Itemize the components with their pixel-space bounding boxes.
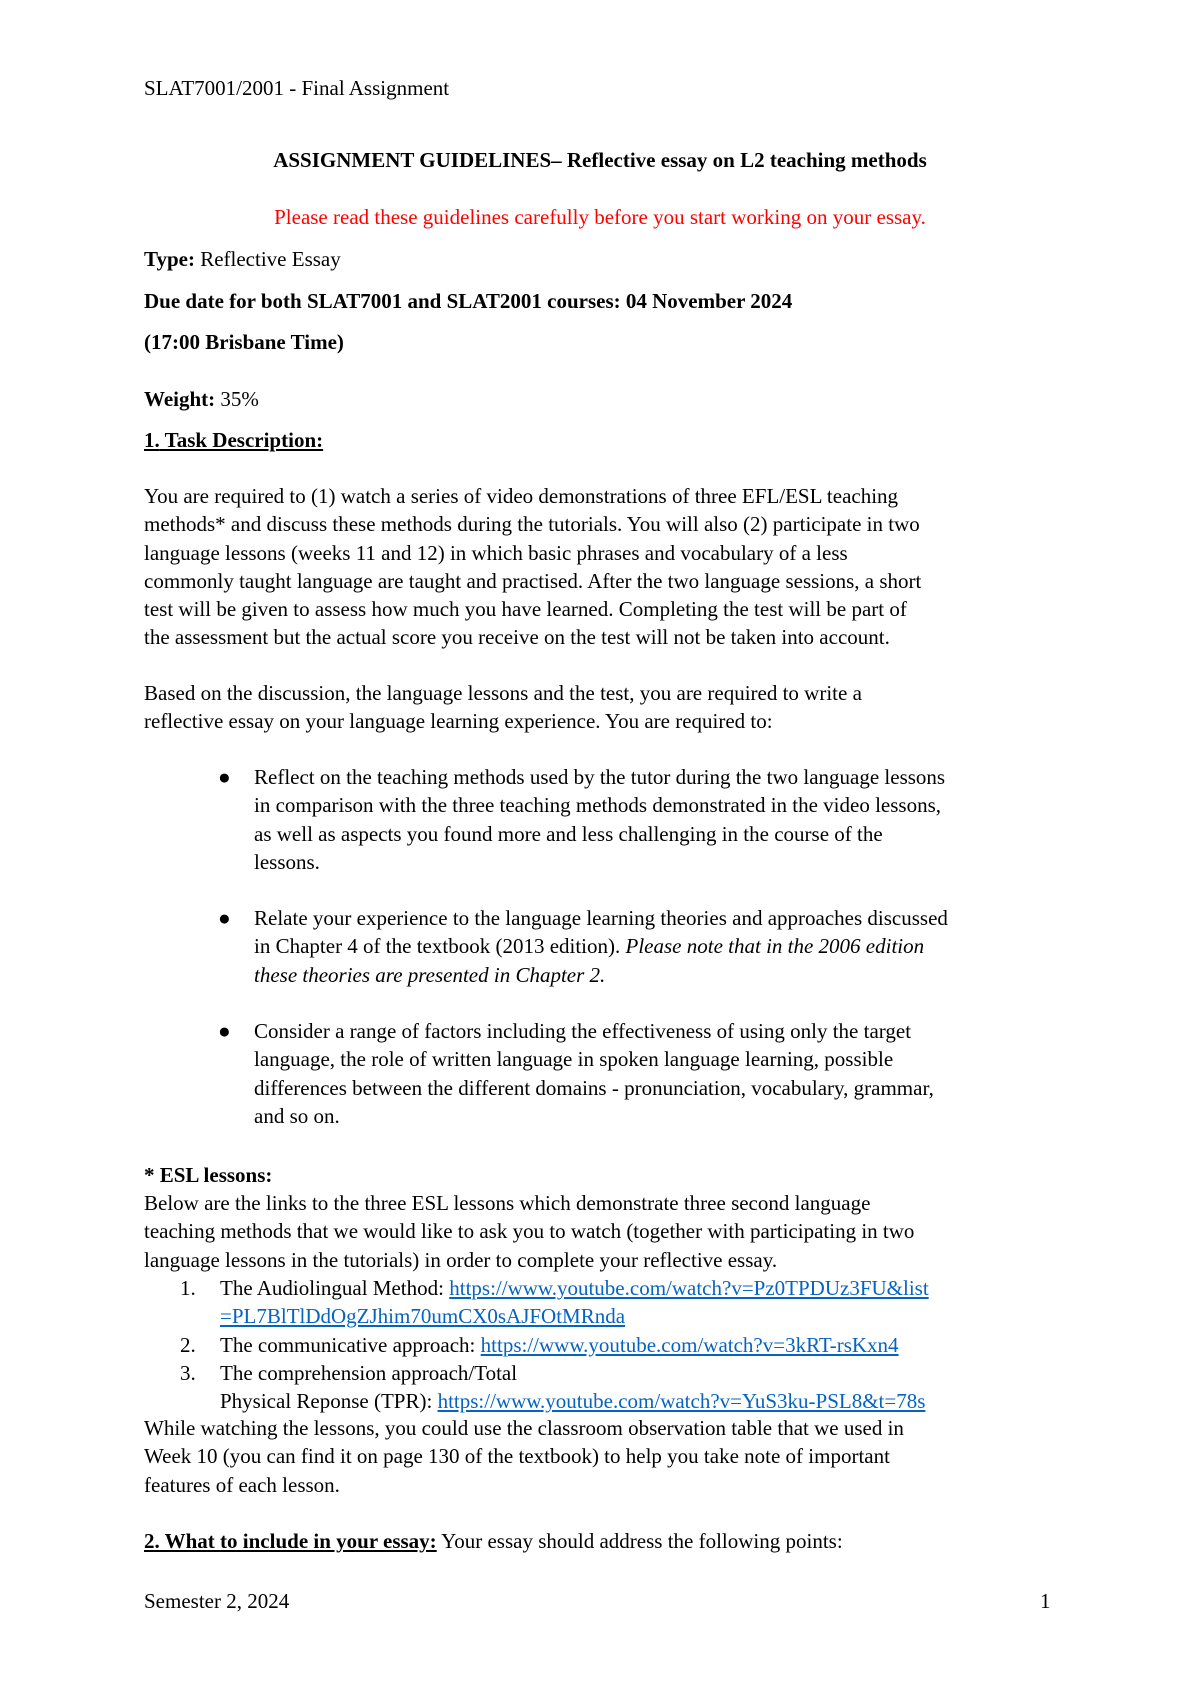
essay-intro-paragraph [144, 679, 1074, 736]
section-2-rest: Your essay should address the following points: [436, 1529, 843, 1553]
edition-note: Please note that in the 2006 edition [625, 934, 925, 959]
due-date-line: Due date for both SLAT7001 and SLAT2001 courses: 04 November 2024 [144, 289, 793, 313]
bullet-line: differences between the different domains - pronunciation, vocabulary, grammar, [254, 1075, 934, 1100]
weight-label: Weight: [144, 387, 216, 411]
paragraph-line: You are required to (1) watch a series of video demonstrations of three EFL/ESL teaching [144, 484, 899, 508]
observation-paragraph [144, 1414, 1074, 1499]
list-number: 2. [180, 1333, 196, 1357]
communicative-video-link[interactable]: https://www.youtube.com/watch?v=3kRT-rsKxn4 [480, 1333, 899, 1357]
task-description-paragraph [144, 482, 1074, 652]
method-label: The Audiolingual Method: [220, 1276, 450, 1300]
bullet-line [254, 932, 1074, 960]
bullet-line: Reflect on the teaching methods used by the tutor during the two language lessons [254, 765, 946, 789]
bullet-dot-icon: ● [218, 765, 231, 789]
paragraph-line: commonly taught language are taught and practised. After the two language sessions, a short [144, 568, 922, 593]
bullet-line: Relate your experience to the language learning theories and approaches discussed [254, 906, 948, 930]
bullet-line-text: in Chapter 4 of the textbook (2013 edition). [254, 934, 626, 959]
paragraph-line: Week 10 (you can find it on page 130 of the textbook) to help you take note of important [144, 1444, 890, 1469]
bullet-dot-icon: ● [218, 1019, 231, 1043]
type-label: Type: [144, 247, 195, 271]
edition-note: these theories are presented in Chapter 2. [254, 962, 606, 987]
list-item-line [220, 1274, 1070, 1302]
esl-lessons-heading: * ESL lessons: [144, 1163, 273, 1187]
bullet-line: Consider a range of factors including the effectiveness of using only the target [254, 1019, 912, 1043]
paragraph-line: Based on the discussion, the language lessons and the test, you are required to write a [144, 681, 862, 705]
list-number: 1. [180, 1276, 196, 1300]
paragraph-line: reflective essay on your language learning experience. You are required to: [144, 709, 773, 734]
list-number: 3. [180, 1361, 196, 1385]
list-item-line [220, 1331, 1070, 1359]
section-1-number: 1. [144, 428, 160, 452]
section-2-heading-line [144, 1527, 1074, 1555]
type-value: Reflective Essay [194, 247, 341, 271]
paragraph-line: methods* and discuss these methods during the tutorials. You will also (2) participate in two [144, 512, 920, 537]
method-label: The communicative approach: [220, 1333, 481, 1357]
section-2-heading: 2. What to include in your essay: [144, 1529, 437, 1553]
bullet-line: and so on. [254, 1103, 340, 1128]
bullet-line: as well as aspects you found more and less challenging in the course of the [254, 821, 883, 846]
section-1-title: Task Description: [159, 428, 324, 452]
paragraph-line: language lessons (weeks 11 and 12) in which basic phrases and vocabulary of a less [144, 540, 848, 565]
paragraph-line: features of each lesson. [144, 1472, 340, 1497]
method-label: Physical Reponse (TPR): [220, 1389, 438, 1414]
weight-value: 35% [215, 387, 259, 411]
due-time-line: (17:00 Brisbane Time) [144, 330, 344, 354]
section-1-heading [144, 426, 1074, 454]
list-item-line: The comprehension approach/Total [220, 1361, 518, 1385]
bullet-line: language, the role of written language in spoken language learning, possible [254, 1047, 894, 1072]
bullet-dot-icon: ● [218, 906, 231, 930]
audiolingual-video-link[interactable]: https://www.youtube.com/watch?v=Pz0TPDUz3FU&list [449, 1276, 929, 1300]
paragraph-line: language lessons in the tutorials) in order to complete your reflective essay. [144, 1247, 778, 1272]
bullet-line [254, 961, 1074, 989]
esl-intro-paragraph [144, 1189, 1074, 1274]
list-item-line [220, 1302, 1070, 1330]
page-number: 1 [1040, 1589, 1051, 1613]
tpr-video-link[interactable]: https://www.youtube.com/watch?v=YuS3ku-PSL8&t=78s [437, 1389, 926, 1414]
paragraph-line: the assessment but the actual score you receive on the test will not be taken into account. [144, 625, 890, 650]
paragraph-line: While watching the lessons, you could use the classroom observation table that we used in [144, 1416, 904, 1440]
bullet-line: in comparison with the three teaching methods demonstrated in the video lessons, [254, 793, 942, 818]
bullet-line: lessons. [254, 849, 320, 874]
paragraph-line: teaching methods that we would like to ask you to watch (together with participating in two [144, 1219, 915, 1244]
page-header: SLAT7001/2001 - Final Assignment [144, 76, 450, 100]
footer-semester: Semester 2, 2024 [144, 1589, 290, 1613]
paragraph-line: Below are the links to the three ESL lessons which demonstrate three second language [144, 1191, 871, 1215]
assignment-title: ASSIGNMENT GUIDELINES– Reflective essay on L2 teaching methods [273, 148, 927, 172]
read-guidelines-notice: Please read these guidelines carefully before you start working on your essay. [274, 205, 926, 229]
type-line [144, 245, 1074, 273]
paragraph-line: test will be given to assess how much you have learned. Completing the test will be part of [144, 597, 907, 622]
weight-line [144, 385, 1074, 413]
list-item-line [220, 1387, 1070, 1415]
audiolingual-video-link-continued[interactable]: =PL7BlTlDdOgZJhim70umCX0sAJFOtMRnda [220, 1304, 626, 1329]
